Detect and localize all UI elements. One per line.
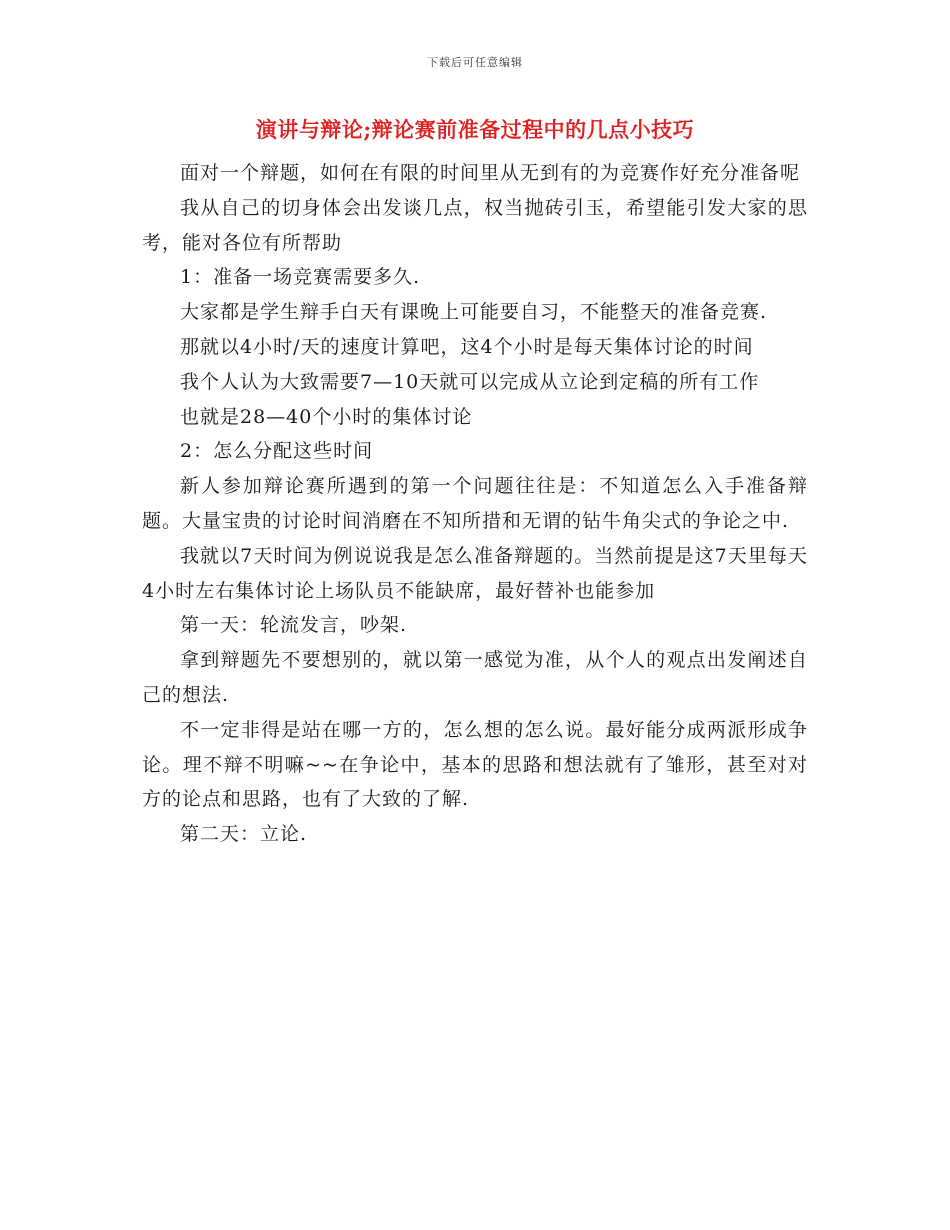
paragraph: 我从自己的切身体会出发谈几点，权当抛砖引玉，希望能引发大家的思考，能对各位有所帮助 — [142, 196, 808, 254]
paragraph: 新人参加辩论赛所遇到的第一个问题往往是：不知道怎么入手准备辩题。大量宝贵的讨论时间消磨在不知所措和无谓的钻牛角尖式的争论之中. — [142, 475, 808, 532]
paragraph: 大家都是学生辩手白天有课晚上可能要自习，不能整天的准备竞赛. — [180, 301, 768, 324]
paragraph: 拿到辩题先不要想别的，就以第一感觉为准，从个人的观点出发阐述自己的想法. — [142, 649, 808, 706]
paragraph: 不一定非得是站在哪一方的，怎么想的怎么说。最好能分成两派形成争论。理不辩不明嘛~~在争论中，基本的思路和想法就有了雏形，甚至对对方的论点和思路，也有了大致的了解. — [142, 718, 808, 811]
page-header-note: 下载后可任意编辑 — [427, 56, 523, 69]
paragraph: 也就是28—40个小时的集体讨论 — [180, 405, 473, 428]
paragraph: 我个人认为大致需要7—10天就可以完成从立论到定稿的所有工作 — [180, 370, 760, 393]
paragraph: 第二天：立论. — [180, 823, 308, 846]
paragraph: 面对一个辩题，如何在有限的时间里从无到有的为竞赛作好充分准备呢 — [180, 162, 801, 184]
paragraph: 2：怎么分配这些时间 — [180, 440, 374, 463]
document-body — [142, 156, 808, 852]
paragraph: 第一天：轮流发言，吵架. — [180, 614, 408, 637]
paragraph: 我就以7天时间为例说说我是怎么准备辩题的。当然前提是这7天里每天4小时左右集体讨论上场队员不能缺席，最好替补也能参加 — [142, 544, 808, 602]
document-title: 演讲与辩论;辩论赛前准备过程中的几点小技巧 — [255, 117, 695, 142]
paragraph: 1：准备一场竞赛需要多久. — [180, 266, 421, 289]
paragraph: 那就以4小时/天的速度计算吧，这4个小时是每天集体讨论的时间 — [180, 335, 754, 358]
